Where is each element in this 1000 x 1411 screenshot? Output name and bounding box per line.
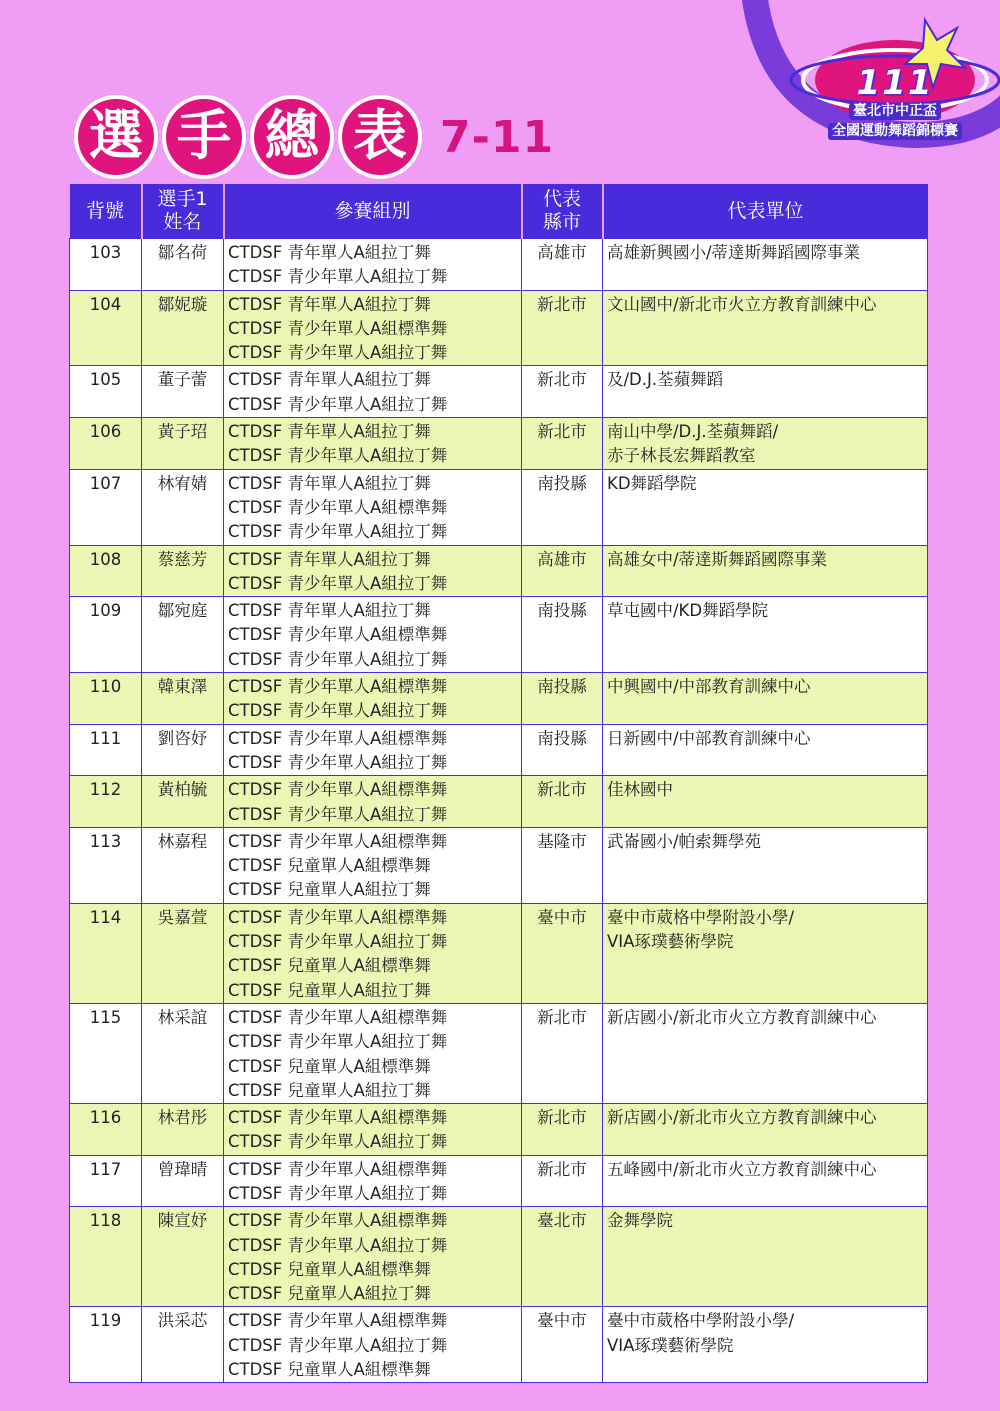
title-char-3: 總 [250,95,334,179]
event-line: CTDSF 青少年單人A組拉丁舞 [228,1183,448,1203]
cell-name: 吳嘉萱 [142,903,224,1003]
players-table [69,184,928,1383]
cell-unit [603,776,928,828]
event-line: CTDSF 青少年單人A組拉丁舞 [228,1032,448,1052]
event-line: CTDSF 青少年單人A組拉丁舞 [228,1335,448,1355]
header-bib: 背號 [70,184,142,239]
unit-line: VIA琢璞藝術學院 [607,932,734,952]
cell-bib: 119 [70,1307,142,1383]
unit-line: 中興國中/中部教育訓練中心 [607,677,811,697]
event-line: CTDSF 青年單人A組拉丁舞 [228,294,431,314]
unit-line: 草屯國中/KD舞蹈學院 [607,601,769,621]
unit-line: VIA琢璞藝術學院 [607,1335,734,1355]
title-char-1: 選 [74,95,158,179]
unit-line: 臺中市葳格中學附設小學/ [607,907,795,927]
event-line: CTDSF 青少年單人A組拉丁舞 [228,1235,448,1255]
title-char-4: 表 [338,95,422,179]
unit-line: 文山國中/新北市火立方教育訓練中心 [607,294,877,314]
unit-line: 佳林國中 [607,780,673,800]
title-char-2: 手 [162,95,246,179]
header-name-line1: 選手1 [157,188,208,210]
cell-name: 鄒宛庭 [142,597,224,673]
cell-bib: 118 [70,1207,142,1307]
header-name [142,184,224,239]
cell-bib: 105 [70,366,142,418]
event-line: CTDSF 青少年單人A組標準舞 [228,1211,448,1231]
event-line: CTDSF 青少年單人A組拉丁舞 [228,394,448,414]
cell-name: 董子蕾 [142,366,224,418]
cell-unit [603,469,928,545]
table-row [70,776,928,828]
cell-events [224,724,522,776]
cell-name: 鄒妮璇 [142,290,224,366]
event-line: CTDSF 青少年單人A組標準舞 [228,831,448,851]
unit-line: 臺中市葳格中學附設小學/ [607,1311,795,1331]
cell-name: 韓東澤 [142,673,224,725]
event-line: CTDSF 兒童單人A組拉丁舞 [228,1080,431,1100]
cell-name: 陳宣妤 [142,1207,224,1307]
header-name-line2: 姓名 [163,211,202,233]
event-line: CTDSF 青年單人A組拉丁舞 [228,243,431,262]
event-line: CTDSF 青少年單人A組標準舞 [228,1108,448,1128]
table-row [70,239,928,291]
unit-line: 及/D.J.荃蘋舞蹈 [607,370,724,390]
header-events: 參賽組別 [224,184,522,239]
cell-bib: 106 [70,418,142,470]
cell-unit [603,545,928,597]
event-line: CTDSF 青少年單人A組拉丁舞 [228,446,448,466]
cell-county: 高雄市 [522,239,603,291]
page-subtitle: 7-11 [440,112,555,163]
event-line: CTDSF 青少年單人A組標準舞 [228,318,448,338]
unit-line: 南山中學/D.J.荃蘋舞蹈/ [607,422,779,442]
event-line: CTDSF 青少年單人A組拉丁舞 [228,267,448,287]
event-line: CTDSF 青少年單人A組拉丁舞 [228,752,448,772]
cell-unit [603,1155,928,1207]
event-line: CTDSF 兒童單人A組標準舞 [228,856,431,876]
cell-county: 新北市 [522,1003,603,1103]
table-row [70,827,928,903]
cell-bib: 111 [70,724,142,776]
unit-line: KD舞蹈學院 [607,473,697,493]
cell-unit [603,1003,928,1103]
event-line: CTDSF 兒童單人A組標準舞 [228,1056,431,1076]
cell-unit [603,597,928,673]
cell-bib: 114 [70,903,142,1003]
cell-events [224,545,522,597]
event-line: CTDSF 青少年單人A組拉丁舞 [228,701,448,721]
cell-events [224,1207,522,1307]
cell-county: 南投縣 [522,469,603,545]
header-county [522,184,603,239]
event-line: CTDSF 青年單人A組拉丁舞 [228,422,431,442]
cell-unit [603,1207,928,1307]
event-logo [810,63,980,140]
cell-events [224,366,522,418]
table-row [70,597,928,673]
unit-line: 新店國小/新北市火立方教育訓練中心 [607,1007,877,1027]
event-line: CTDSF 兒童單人A組標準舞 [228,956,431,976]
unit-line: 高雄女中/蒂達斯舞蹈國際事業 [607,549,828,569]
cell-name: 林宥婧 [142,469,224,545]
cell-bib: 112 [70,776,142,828]
event-line: CTDSF 兒童單人A組標準舞 [228,1259,431,1279]
cell-county: 新北市 [522,418,603,470]
cell-county: 新北市 [522,366,603,418]
unit-line: 赤子林長宏舞蹈教室 [607,446,756,466]
event-line: CTDSF 青少年單人A組標準舞 [228,728,448,748]
logo-line-2: 全國運動舞蹈錦標賽 [828,123,962,140]
cell-bib: 115 [70,1003,142,1103]
cell-county: 臺北市 [522,1207,603,1307]
cell-name: 洪采芯 [142,1307,224,1383]
event-line: CTDSF 青少年單人A組標準舞 [228,907,448,927]
table-row [70,673,928,725]
event-line: CTDSF 兒童單人A組拉丁舞 [228,980,431,1000]
table-row [70,1155,928,1207]
table-row [70,903,928,1003]
cell-unit [603,827,928,903]
cell-bib: 103 [70,239,142,291]
unit-line: 日新國中/中部教育訓練中心 [607,728,811,748]
cell-bib: 107 [70,469,142,545]
logo-number: 111 [856,63,934,103]
cell-name: 林采誼 [142,1003,224,1103]
cell-county: 南投縣 [522,673,603,725]
table-body [70,239,928,1383]
cell-unit [603,903,928,1003]
cell-county: 新北市 [522,290,603,366]
cell-events [224,418,522,470]
cell-bib: 109 [70,597,142,673]
cell-name: 曾瑋晴 [142,1155,224,1207]
cell-unit [603,724,928,776]
table-row [70,290,928,366]
table-row [70,1207,928,1307]
cell-county: 臺中市 [522,903,603,1003]
cell-county: 基隆市 [522,827,603,903]
cell-events [224,673,522,725]
cell-events [224,239,522,291]
event-line: CTDSF 青年單人A組拉丁舞 [228,549,431,569]
cell-unit [603,1307,928,1383]
cell-unit [603,290,928,366]
unit-line: 新店國小/新北市火立方教育訓練中心 [607,1108,877,1128]
cell-county: 新北市 [522,1104,603,1156]
event-line: CTDSF 青少年單人A組標準舞 [228,497,448,517]
cell-county: 南投縣 [522,597,603,673]
event-line: CTDSF 青年單人A組拉丁舞 [228,370,431,390]
cell-events [224,827,522,903]
cell-name: 黃柏毓 [142,776,224,828]
event-line: CTDSF 青年單人A組拉丁舞 [228,473,431,493]
cell-name: 鄒名荷 [142,239,224,291]
cell-events [224,1307,522,1383]
header-county-line1: 代表 [542,188,581,210]
cell-county: 新北市 [522,776,603,828]
logo-line-1: 臺北市中正盃 [849,103,941,120]
unit-line: 五峰國中/新北市火立方教育訓練中心 [607,1159,877,1179]
cell-unit [603,239,928,291]
event-line: CTDSF 青少年單人A組拉丁舞 [228,522,448,542]
event-line: CTDSF 兒童單人A組拉丁舞 [228,880,431,900]
table-header-row [70,184,928,239]
cell-unit [603,673,928,725]
event-line: CTDSF 青少年單人A組拉丁舞 [228,649,448,669]
cell-unit [603,366,928,418]
table-row [70,1003,928,1103]
cell-events [224,1155,522,1207]
event-line: CTDSF 青少年單人A組標準舞 [228,677,448,697]
cell-unit [603,418,928,470]
cell-unit [603,1104,928,1156]
cell-county: 臺中市 [522,1307,603,1383]
event-line: CTDSF 青少年單人A組標準舞 [228,1159,448,1179]
event-line: CTDSF 青年單人A組拉丁舞 [228,601,431,621]
table-row [70,1104,928,1156]
table-row [70,545,928,597]
cell-bib: 108 [70,545,142,597]
table-row [70,1307,928,1383]
cell-bib: 104 [70,290,142,366]
cell-county: 新北市 [522,1155,603,1207]
cell-name: 黃子玿 [142,418,224,470]
event-line: CTDSF 兒童單人A組標準舞 [228,1360,431,1380]
cell-county: 南投縣 [522,724,603,776]
header-county-line2: 縣市 [542,211,581,233]
cell-name: 林嘉程 [142,827,224,903]
cell-bib: 116 [70,1104,142,1156]
cell-events [224,903,522,1003]
table-row [70,418,928,470]
cell-events [224,597,522,673]
event-line: CTDSF 青少年單人A組拉丁舞 [228,573,448,593]
event-line: CTDSF 青少年單人A組標準舞 [228,1311,448,1331]
cell-events [224,290,522,366]
cell-bib: 110 [70,673,142,725]
unit-line: 武崙國小/帕索舞學苑 [607,831,762,851]
cell-name: 劉咨妤 [142,724,224,776]
cell-events [224,1104,522,1156]
header-unit: 代表單位 [603,184,928,239]
cell-events [224,1003,522,1103]
event-line: CTDSF 兒童單人A組拉丁舞 [228,1284,431,1304]
cell-name: 蔡慈芳 [142,545,224,597]
event-line: CTDSF 青少年單人A組標準舞 [228,1007,448,1027]
cell-bib: 117 [70,1155,142,1207]
unit-line: 金舞學院 [607,1211,673,1231]
unit-line: 高雄新興國小/蒂達斯舞蹈國際事業 [607,243,861,262]
cell-county: 高雄市 [522,545,603,597]
cell-events [224,776,522,828]
table-row [70,366,928,418]
cell-bib: 113 [70,827,142,903]
event-line: CTDSF 青少年單人A組標準舞 [228,625,448,645]
event-line: CTDSF 青少年單人A組拉丁舞 [228,343,448,363]
event-line: CTDSF 青少年單人A組拉丁舞 [228,804,448,824]
table-row [70,469,928,545]
event-line: CTDSF 青少年單人A組拉丁舞 [228,1132,448,1152]
cell-name: 林君彤 [142,1104,224,1156]
cell-events [224,469,522,545]
event-line: CTDSF 青少年單人A組拉丁舞 [228,932,448,952]
event-line: CTDSF 青少年單人A組標準舞 [228,780,448,800]
table-row [70,724,928,776]
